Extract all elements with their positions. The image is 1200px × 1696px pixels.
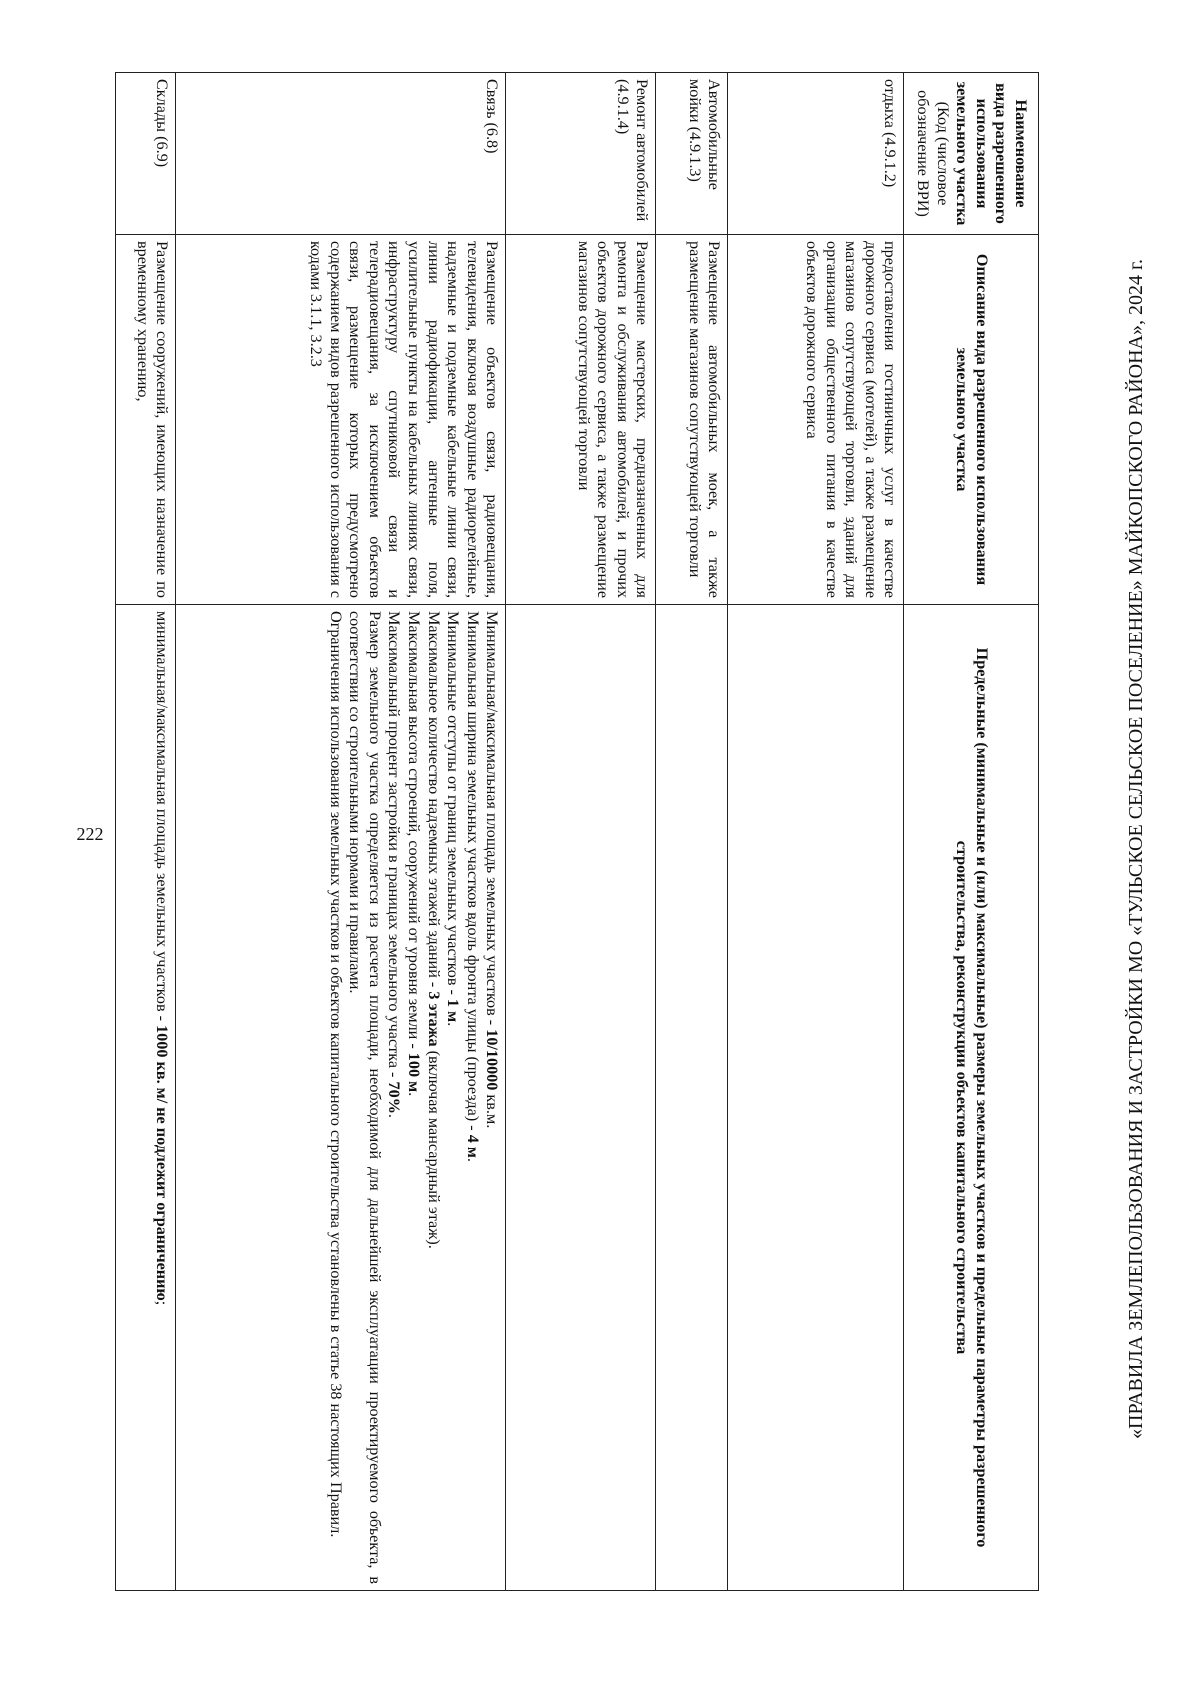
param-restrictions: Ограничения использования земельных участков и объектов капитального строительства установлены в статье 38 настоящих Правил. [326,611,345,1538]
table-row [506,73,656,1591]
document-footer: «ПРАВИЛА ЗЕМЛЕПОЛЬЗОВАНИЯ И ЗАСТРОЙКИ МО «ТУЛЬСКОЕ СЕЛЬСКОЕ ПОСЕЛЕНИЕ» МАЙКОПСКОГО РАЙОНА», 2024 г. [1125,259,1147,1439]
row-name: Ремонт автомобилей (4.9.1.4) [506,73,656,235]
row-params [176,605,506,1591]
table-row [176,73,506,1591]
row-description: Размещение автомобильных моек, а также размещение магазинов сопутствующей торговли [656,235,728,605]
row-params [728,605,904,1591]
row-description: предоставления гостиничных услуг в качестве дорожного сервиса (мотелей), а также размещение магазинов сопутствующей торговли, зданий для организации общественного питания в качестве объектов дорожного сервиса [728,235,904,605]
row-name: Склады (6.9) [116,73,176,235]
header-params-col: Предельные (минимальные и (или) максимальные) размеры земельных участков и предельные параметры разрешенного строительства, реконструкции объектов капитального строительства [904,605,1039,1591]
header-description-col: Описание вида разрешенного использования земельного участка [904,235,1039,605]
param-max-height: Максимальная высота строений, сооружений от уровня земли - 100 м. [405,611,424,1097]
row-params [506,605,656,1591]
param-min-setback: Минимальные отступы от границ земельных участков - 1 м. [444,611,463,1027]
row-params: минимальная/максимальная площадь земельных участков - 1000 кв. м/ не подлежит ограничению; [116,605,176,1591]
table-header-row [904,73,1039,1591]
table-row [656,73,728,1591]
page-number: 222 [76,824,104,844]
row-description: Размещение объектов связи, радиовещания, телевидения, включая воздушные радиорелейные, надземные и подземные кабельные линии связи, линии радиофикации, антенные поля, усилительные пункты на кабельных линиях связи, инфраструктуру спутниковой связи и телерадиовещания, за исключением объектов связи, размещение которых предусмотрено содержанием видов разрешенного использования с кодами 3.1.1, 3.2.3 [176,235,506,605]
table-row [728,73,904,1591]
param-max-floors: Максимальное количество надземных этажей зданий - 3 этажа (включая мансардный этаж). [424,611,443,1249]
header-name-bold: Наименование вида разрешенного использования земельного участка [953,81,1030,226]
vri-table [115,72,1039,1591]
param-max-coverage: Максимальный процент застройки в границах земельного участка - 70%. [385,611,404,1118]
row-description: Размещение сооружений, имеющих назначение по временному хранению, [116,235,176,605]
header-name-code: (Код (числовое обозначение ВРИ) [914,90,952,217]
landscape-content [123,72,1039,1590]
header-name-col [904,73,1039,235]
row-params [656,605,728,1591]
row-name: отдыха (4.9.1.2) [728,73,904,235]
row-name: Автомобильные мойки (4.9.1.3) [656,73,728,235]
table-row [116,73,176,1591]
param-min-max-area: Минимальная/максимальная площадь земельных участков - 10/10000 кв.м. [483,611,502,1129]
param-min-width: Минимальная ширина земельных участков вдоль фронта улицы (проезда) - 4 м. [463,611,482,1162]
row-name: Связь (6.8) [176,73,506,235]
row-description: Размещение мастерских, предназначенных для ремонта и обслуживания автомобилей, и прочих объектов дорожного сервиса, а также размещение магазинов сопутствующей торговли [506,235,656,605]
param-plot-size: Размер земельного участка определяется из расчета площади, необходимой для дальнейшей эксплуатации проектируемого объекта, в соответствии со строительными нормами и правилами. [346,611,384,1584]
